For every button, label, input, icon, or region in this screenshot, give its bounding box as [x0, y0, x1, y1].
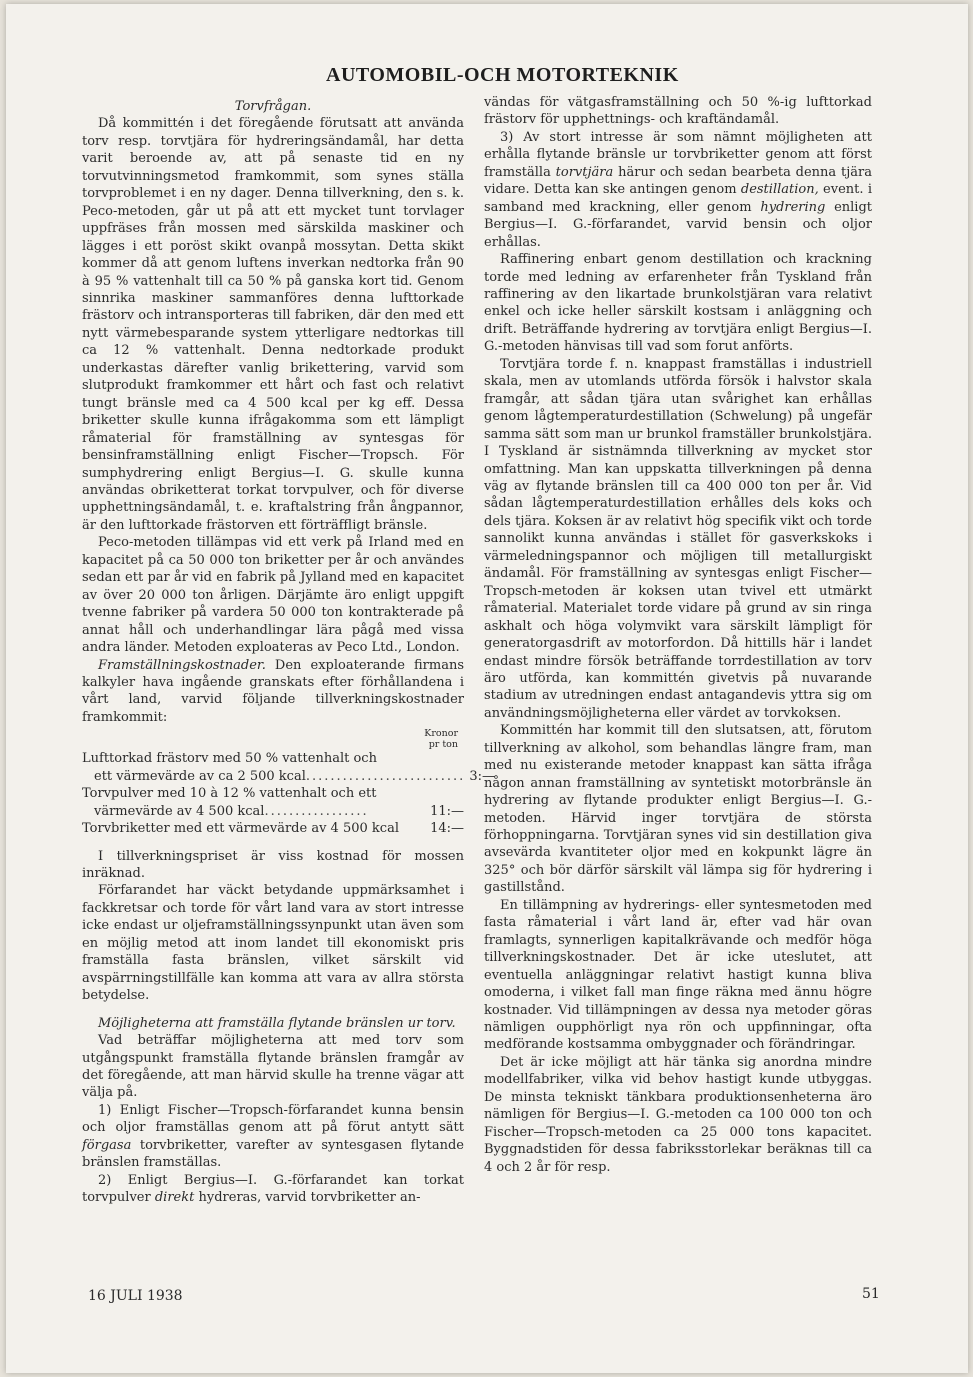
cost-row [82, 820, 464, 837]
cost-unit-sub-label: pr ton [428, 739, 458, 751]
paragraph [82, 1172, 464, 1207]
cost-row-value: 3:— [469, 768, 495, 784]
paragraph: vändas för vätgasframställning och 50 %-ig lufttorkad frästorv för upphettnings- och kraftändamål. [484, 95, 872, 128]
dot-leader: ................. [264, 803, 369, 819]
cost-row-value: 14:— [430, 821, 464, 837]
section-heading-possibilities: Möjligheterna att framställa flytande bränslen ur torv. [98, 1015, 456, 1031]
paragraph: Vad beträffar möjligheterna att med torv som utgångspunkt framställa flytande bränslen framgår av det föregående, att man härvid skulle ha trenne vägar att välja på. [82, 1033, 464, 1101]
paragraph [484, 129, 872, 251]
cost-row-label: Lufttorkad frästorv med 50 % vattenhalt och [82, 751, 377, 767]
issue-date: 16 JULI 1938 [88, 1288, 183, 1304]
dot-leader: .......................... [305, 768, 466, 784]
cost-row-label: Torvpulver med 10 à 12 % vattenhalt och ett [82, 786, 377, 802]
emphasis: destillation, [740, 182, 819, 198]
paragraph: Kommittén har kommit till den slutsatsen, att, förutom tillverkning av alkohol, som behandlas längre fram, man med nu existerande metoder knappast kan sätta ifråga någon annan framställning av syntetiskt motorbränsle än hydrering av flytande produkter enligt Bergius—I. G.-metoden. Härvid inger torvtjära de största förhoppningarna. Torvtjäran synes vid sin destillation giva avsevärda kvantiteter oljor med en kokpunkt lägre än 325° och bör därför särskilt väl lämpa sig för hydrering i gastillstånd. [484, 723, 872, 896]
paragraph-text: hydreras, varvid torvbriketter an- [194, 1190, 421, 1206]
magazine-page [6, 4, 968, 1373]
cost-row [82, 785, 464, 820]
paragraph-text: 2) Enligt Bergius—I. G.-förfarandet kan torkat torvpulver [82, 1172, 464, 1206]
paragraph: En tillämpning av hydrerings- eller syntesmetoden med fasta råmaterial i vårt land är, efter vad här ovan framlagts, synnerligen kapitalkrävande och medför höga tillverkningskostnader. Det är icke uteslutet, att eventuella anläggningar relativt hastigt kunna bliva omoderna, i vilket fall man finge räkna med ännu högre kostnader. Vid tillämpningen av dessa nya metoder göras nämligen oupphörligt nya rön och uppfinningar, ofta medförande kostsamma ombyggnader och förändringar. [484, 897, 872, 1053]
cost-row-label: värmevärde av 4 500 kcal [94, 803, 265, 819]
cost-unit-label: Kronor [424, 728, 458, 740]
section-heading-torvfragan: Torvfrågan. [234, 99, 312, 114]
paragraph: Då kommittén i det föregående förutsatt att använda torv resp. torvtjära för hydreringsändamål, har detta varit beroende av, att på senaste tid en ny torvutvinningsmetod framkommit, som synes ställa torvproblemet i en ny dager. Denna tillverkning, den s. k. Peco-metoden, går ut på att ett mycket tunt torvlager uppfräses från mossen med särskilda maskiner och lägges i ett poröst skikt ovanpå mossytan. Detta skikt kommer då att genom luftens inverkan nedtorka från 90 à 95 % vattenhalt till ca 50 % på ganska kort tid. Genom sinnrika maskiner sammanföres denna lufttorkade frästorv och intransporteras till fabriken, där den med ett nytt värmebesparande system ytterligare nedtorkas till ca 12 % vattenhalt. Denna nedtorkade produkt underkastas därefter vanlig brikettering, varvid som slutprodukt framkommer ett hårt och fast och relativt tungt bränsle med ca 4 500 kcal per kg eff. Dessa briketter skulle kunna ifrågakomma som ett lämpligt råmaterial för framställning av syntesgas för bensinframställning enligt Fischer—Tropsch. För sumphydrering enligt Bergius—I. G. skulle kunna användas obriketterat torkat torvpulver, och för diverse upphettningsändamål, t. e. kraftalstring från ångpannor, är den lufttorkade frästorven ett förträffligt bränsle. [82, 116, 464, 533]
page-number: 51 [862, 1286, 880, 1302]
paragraph-text: 1) Enligt Fischer—Tropsch-förfarandet kunna bensin och oljor framställas genom att på förut antytt sätt [82, 1102, 464, 1136]
right-column [484, 94, 872, 1176]
paragraph-text: torvbriketter, varefter av syntesgasen flytande bränslen framställas. [82, 1137, 464, 1171]
paragraph: Torvtjära torde f. n. knappast framställas i industriell skala, men av utomlands utförda försök i halvstor skala framgår, att sådan tjära utan svårighet kan erhållas genom lågtemperaturdestillation (Schwelung) på ungefär samma sätt som man ur brunkol framställer brunkolstjära. I Tyskland är sistnämnda tillverkning av mycket stor omfattning. Man kan uppskatta tillverkningen på denna väg av flytande bränslen till ca 400 000 ton per år. Vid sådan lågtemperaturdestillation erhålles dels koks och dels tjära. Koksen är av relativt hög specifik vikt och torde sannolikt kunna användas i stället för gasverkskoks i värmeledningspannor och möjligen till metallurgiskt ändamål. För framställning av syntesgas enligt Fischer—Tropsch-metoden är koksen utan tvivel ett utmärkt råmaterial. Materialet torde vidare på grund av sin ringa askhalt och höga volymvikt vara särskilt lämpligt för generatorgasdrift av motorfordon. Då hittills här i landet endast mindre försök beträffande torrdestillation av torv äro utförda, kan kommittén givetvis på nuvarande stadium av utredningen endast antagandevis yttra sig om användningsmöjligheterna eller värdet av torvkoksen. [484, 356, 872, 721]
paragraph-text: Den exploaterande firmans kalkyler hava ingående granskats efter förhållandena i vårt land, varvid följande tillverkningskostnader framkommit: [82, 657, 464, 725]
paragraph-text: enligt Bergius—I. G.-förfarandet, varvid bensin och oljor erhållas. [484, 199, 872, 250]
paragraph: Peco-metoden tillämpas vid ett verk på Irland med en kapacitet på ca 50 000 ton briketter per år och användes sedan ett par år vid en fabrik på Jylland med en kapacitet av över 20 000 ton årligen. Därjämte äro enligt uppgift tvenne fabriker på vardera 50 000 ton kontrakterade på annat håll och underhandlingar lära pågå med vissa andra länder. Metoden exploateras av Peco Ltd., London. [82, 535, 464, 656]
cost-row-value: 11:— [430, 803, 464, 819]
paragraph-text: event. i samband med krackning, eller genom [484, 182, 872, 215]
emphasis: direkt [154, 1190, 195, 1206]
paragraph [82, 657, 464, 727]
cost-table-header [82, 728, 458, 750]
cost-row [82, 750, 495, 785]
paragraph: Förfarandet har väckt betydande uppmärksamhet i fackkretsar och torde för vårt land vara av stort intresse icke endast ur oljeframställningssynpunkt utan även som en möjlig metod att inom landet till ekonomiskt pris framställa fasta bränslen, vilket särskilt vid avspärrningstillfälle kan komma att vara av allra största betydelse. [82, 883, 464, 1004]
paragraph-text: härur och sedan bearbeta denna tjära vidare. Detta kan ske antingen genom [484, 164, 872, 198]
left-column [82, 98, 495, 1207]
cost-table [82, 750, 495, 837]
cost-row-label: ett värmevärde av ca 2 500 kcal [94, 768, 306, 784]
cost-row-label: Torvbriketter med ett värmevärde av 4 500 kcal [82, 821, 399, 837]
paragraph-text: 3) Av stort intresse är som nämnt möjligheten att erhålla flytande bränsle ur torvbriketter genom att först framställa [484, 129, 872, 180]
paragraph: I tillverkningspriset är viss kostnad för mossen inräknad. [82, 848, 464, 882]
emphasis: hydrering [760, 199, 826, 215]
emphasis: torvtjära [555, 164, 614, 180]
paragraph: Raffinering enbart genom destillation och krackning torde med ledning av erfarenheter från Tyskland från raffinering av den likartade brunkolstjäran vara relativt enkel och icke heller särskilt kostsam i anläggning och drift. Beträffande hydrering av torvtjära enligt Bergius—I. G.-metoden hänvisas till vad som forut anförts. [484, 252, 872, 355]
paragraph [82, 1102, 464, 1172]
journal-title: AUTOMOBIL-OCH MOTORTEKNIK [326, 64, 679, 86]
emphasis: förgasa [82, 1137, 132, 1153]
paragraph: Det är icke möjligt att här tänka sig anordna mindre modellfabriker, vilka vid behov hastigt kunde utbyggas. De minsta tekniskt tänkbara produktionsenheterna äro nämligen för Bergius—I. G.-metoden ca 100 000 ton och Fischer—Tropsch-metoden ca 25 000 tons kapacitet. Byggnadstiden för dessa fabriksstorlekar beräknas till ca 4 och 2 år för resp. [484, 1054, 872, 1175]
inline-heading-costs: Framställningskostnader. [98, 657, 266, 673]
